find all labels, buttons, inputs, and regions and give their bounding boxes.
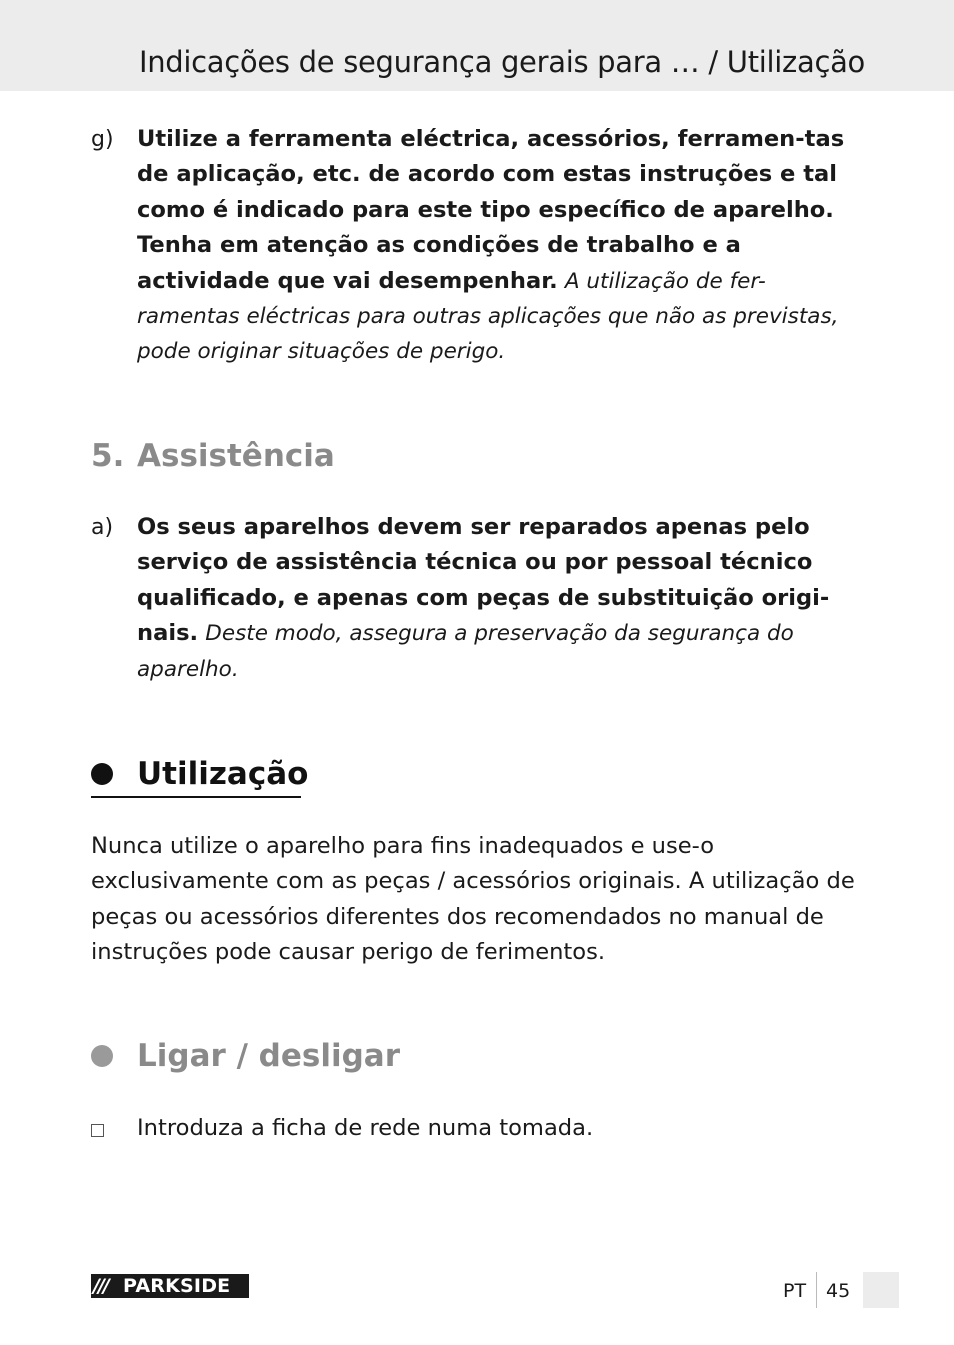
instruction-item-a <box>91 510 866 687</box>
instruction-item-g <box>91 122 866 370</box>
logo-stripes-icon: /// <box>93 1275 108 1297</box>
page-tab-box <box>863 1272 899 1308</box>
parkside-logo <box>91 1274 249 1298</box>
item-body <box>137 122 866 370</box>
ligar-desligar-heading: Ligar / desligar <box>137 1038 401 1074</box>
item-label: g) <box>91 127 114 152</box>
footer-divider <box>816 1272 817 1308</box>
item-italic-text: Deste modo, assegura a preservação da segurança do aparelho. <box>137 621 794 682</box>
logo-text: PARKSIDE <box>123 1275 231 1297</box>
heading-bullet-icon <box>91 1045 113 1067</box>
utilizacao-heading <box>91 754 309 798</box>
item-body <box>137 510 866 687</box>
section-title: Assistência <box>137 438 335 474</box>
language-code: PT <box>783 1280 807 1302</box>
page-number: 45 <box>826 1280 851 1302</box>
item-bold-text: Utilize a ferramenta eléctrica, acessórios, ferramen-tas de aplicação, etc. de acordo com estas instruções e tal como é indicado para este tipo específico de aparelho. Tenha em atenção as condições de trabalho e a actividade que vai desempenhar. <box>137 126 845 294</box>
item-label: a) <box>91 515 114 540</box>
section-heading-assistencia <box>91 436 335 476</box>
section-number: 5. <box>91 438 125 474</box>
utilizacao-title: Utilização <box>137 756 309 792</box>
item-bold-text: Os seus aparelhos devem ser reparados apenas pelo serviço de assistência técnica ou por pessoal técnico qualificado, e apenas com peças de substituição origi-nais. <box>137 514 830 647</box>
step-text: Introduza a ficha de rede numa tomada. <box>137 1115 594 1141</box>
item-italic-text: A utilização de fer-ramentas eléctricas para outras aplicações que não as previstas, pode originar situações de perigo. <box>137 268 839 365</box>
page-header-title: Indicações de segurança gerais para … / Utilização <box>138 45 865 79</box>
checkbox-icon <box>91 1124 104 1137</box>
utilizacao-paragraph: Nunca utilize o aparelho para fins inadequados e use-o exclusivamente com as peças / acessórios originais. A utilização de peças ou acessórios diferentes dos recomendados no manual de instruções pode causar perigo de ferimentos. <box>91 833 855 966</box>
